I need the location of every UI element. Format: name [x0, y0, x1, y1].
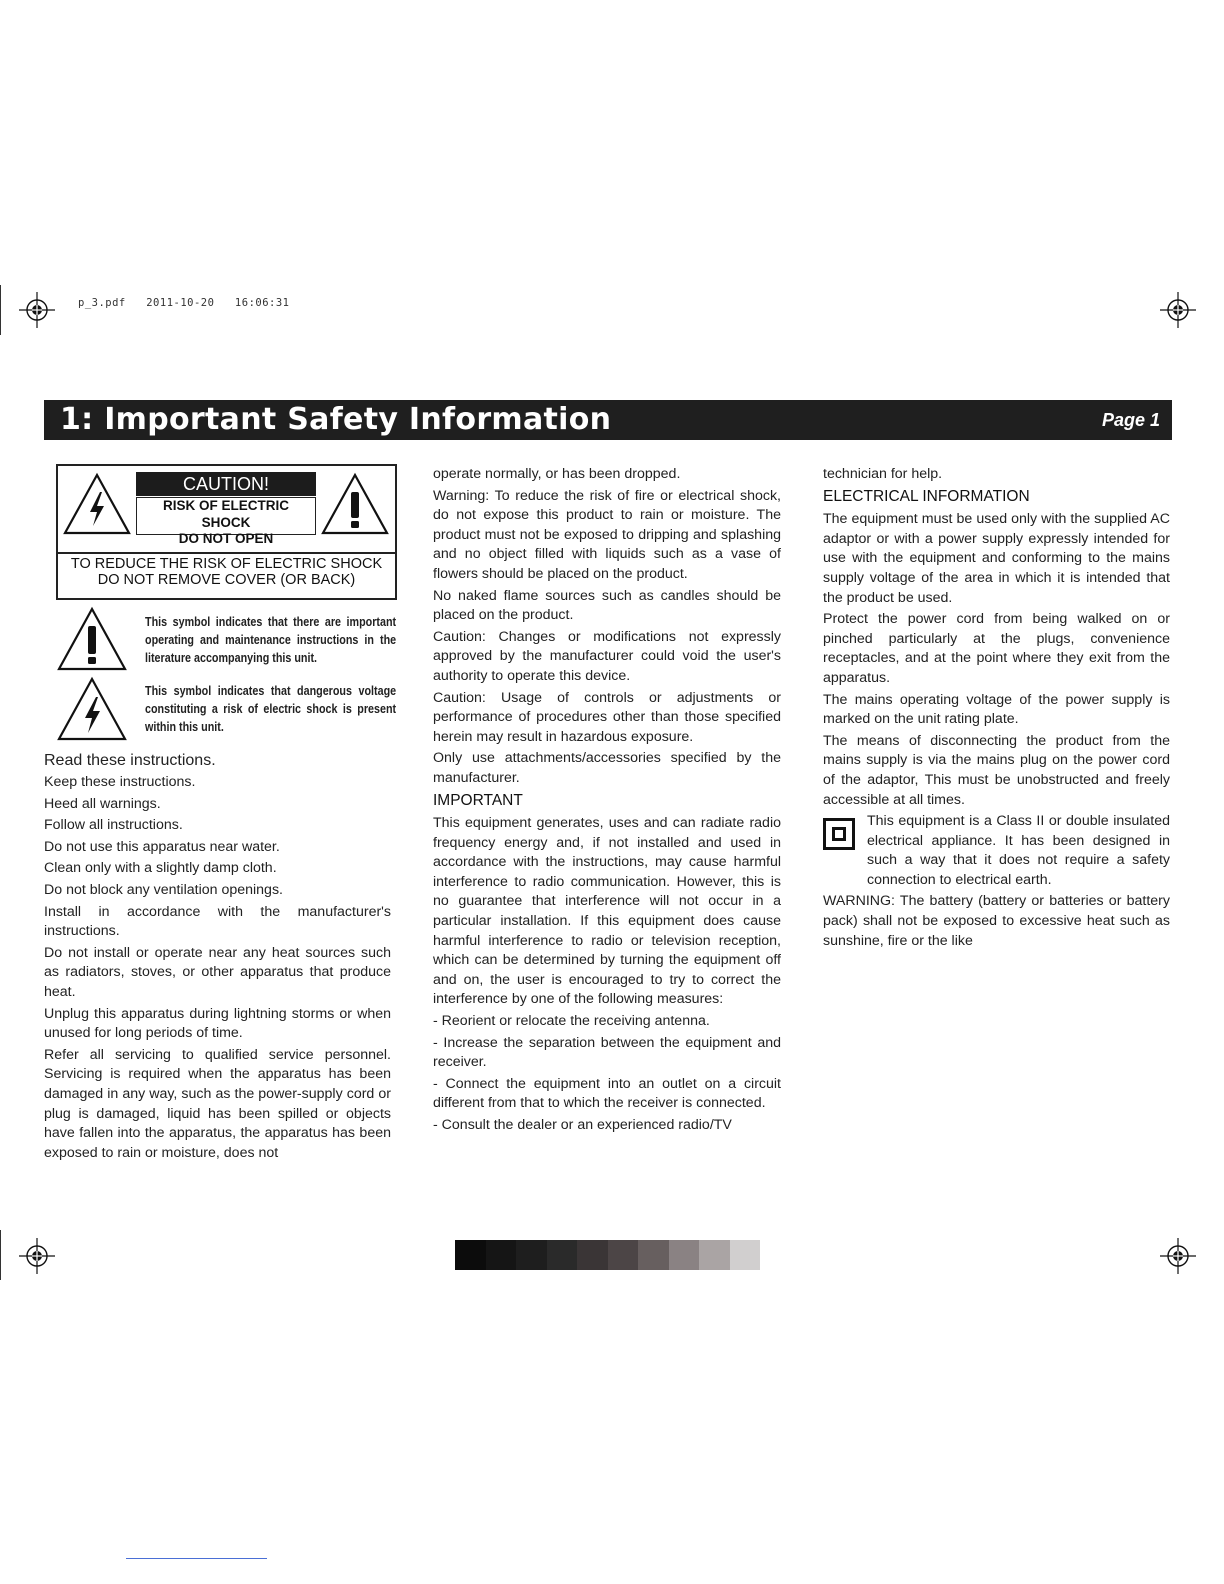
gray-swatch [730, 1240, 761, 1270]
crop-line [0, 285, 1, 335]
gray-swatch [608, 1240, 639, 1270]
bottom-rule [126, 1558, 267, 1559]
gray-swatch [577, 1240, 608, 1270]
voltage-triangle-icon [56, 676, 128, 742]
exclamation-symbol-description: This symbol indicates that there are important operating and maintenance instructions in the literature accompanying this unit. [145, 615, 397, 665]
caution-title: CAUTION! [136, 472, 316, 496]
instruction-item: Do not install or operate near any heat sources such as radiators, stoves, or other apparatus that produce heat. [44, 944, 391, 1000]
instruction-item: Heed all warnings. [44, 795, 161, 812]
gray-swatch [486, 1240, 517, 1270]
gray-swatch [455, 1240, 486, 1270]
instruction-item: Install in accordance with the manufacturer's instructions. [44, 903, 391, 940]
caution-lower [58, 556, 395, 588]
print-meta [78, 297, 290, 309]
class2-text: This equipment is a Class II or double insulated electrical appliance. It has been designed in such a way that it does not require a safety connection to electrical earth. [867, 813, 1170, 888]
paragraph: operate normally, or has been dropped. [433, 466, 681, 482]
caution-lower-line1: TO REDUCE THE RISK OF ELECTRIC SHOCK [70, 556, 383, 572]
gray-swatch [638, 1240, 669, 1270]
paragraph: Warning: To reduce the risk of fire or electrical shock, do not expose this product to rain or moisture. The product must not be exposed to dripping and splashing and no object filled with liquids such as a vase of flowers should be placed on the product. [433, 487, 781, 582]
grayscale-color-bar [455, 1240, 760, 1270]
exclamation-triangle-icon [56, 606, 128, 672]
column-1 [44, 750, 391, 1165]
instruction-item: Keep these instructions. [44, 774, 196, 790]
print-meta-time: 16:06:31 [234, 297, 290, 309]
instruction-item: Do not use this apparatus near water. [44, 838, 280, 855]
paragraph: The equipment must be used only with the supplied AC adaptor or with a power supply expressly intended for use with the equipment and conforming to the mains supply voltage of the area in which it is intended that the product be used. [823, 511, 1170, 606]
battery-warning: WARNING: The battery (battery or batteries or battery pack) shall not be exposed to excessive heat such as sunshine, fire or the like [823, 893, 1170, 949]
class2-double-insulation-icon [823, 818, 855, 850]
class2-notice [823, 812, 1170, 892]
paragraph: No naked flame sources such as candles should be placed on the product. [433, 587, 781, 624]
print-meta-file: p_3.pdf [78, 297, 126, 309]
caution-lower-line2: DO NOT REMOVE COVER (OR BACK) [97, 572, 356, 588]
paragraph: Caution: Changes or modifications not expressly approved by the manufacturer could void the user's authority to operate this device. [433, 628, 781, 684]
paragraph: This equipment generates, uses and can radiate radio frequency energy and, if not installed and used in accordance with the instructions, may cause harmful interference to radio communication. However, this is no guarantee that interference will not occur in a particular installation. If this equipment does cause harmful interference to radio or television reception, which can be determined by turning the equipment off and on, the user is encouraged to try to correct the interference by one of the following measures: [433, 815, 781, 1008]
registration-mark-icon [19, 292, 55, 328]
caution-sub-line1: RISK OF ELECTRIC SHOCK [162, 498, 289, 530]
page-header [44, 400, 1172, 440]
registration-mark-icon [1160, 292, 1196, 328]
paragraph: The means of disconnecting the product from the mains supply is via the mains plug on the power cord of the adaptor, This must be unobstructed and freely accessible at all times. [823, 732, 1170, 808]
caution-label [56, 464, 397, 600]
measure-item: - Connect the equipment into an outlet on a circuit different from that to which the receiver is connected. [433, 1075, 781, 1112]
instruction-item: Refer all servicing to qualified service personnel. Servicing is required when the apparatus has been damaged in any way, such as the power-supply cord or plug is damaged, liquid has been spilled or objects have fallen into the apparatus, the apparatus has been exposed to rain or moisture, does not [44, 1046, 391, 1161]
print-meta-date: 2011-10-20 [146, 297, 215, 309]
caution-upper [58, 466, 395, 554]
measure-item: - Reorient or relocate the receiving antenna. [433, 1013, 710, 1030]
caution-subtitle [136, 497, 316, 546]
important-heading: IMPORTANT [433, 791, 523, 809]
electrical-information-heading: ELECTRICAL INFORMATION [823, 487, 1030, 505]
measure-item: - Consult the dealer or an experienced radio/TV [433, 1117, 732, 1133]
gray-swatch [547, 1240, 578, 1270]
voltage-symbol-description: This symbol indicates that dangerous voltage constituting a risk of electric shock is present within this unit. [145, 684, 397, 734]
instruction-item: Unplug this apparatus during lightning storms or when unused for long periods of time. [44, 1005, 391, 1042]
instruction-item: Clean only with a slightly damp cloth. [44, 860, 277, 877]
paragraph: Protect the power cord from being walked on or pinched particularly at the plugs, convenience receptacles, and at the point where they exit from the apparatus. [823, 611, 1170, 686]
crop-line [0, 1230, 1, 1280]
instruction-read: Read these instructions. [44, 752, 216, 769]
paragraph: Only use attachments/accessories specified by the manufacturer. [433, 750, 781, 786]
registration-mark-icon [19, 1238, 55, 1274]
paragraph: technician for help. [823, 466, 943, 482]
gray-swatch [699, 1240, 730, 1270]
paragraph: The mains operating voltage of the power supply is marked on the unit rating plate. [823, 691, 1170, 728]
page-title: 1: Important Safety Information [60, 402, 612, 437]
gray-swatch [516, 1240, 547, 1270]
gray-swatch [669, 1240, 700, 1270]
paragraph: Caution: Usage of controls or adjustments or performance of procedures other than those specified herein may result in hazardous exposure. [433, 689, 781, 745]
measure-item: - Increase the separation between the equipment and receiver. [433, 1034, 781, 1071]
column-2 [433, 465, 781, 1138]
registration-mark-icon [1160, 1238, 1196, 1274]
electric-shock-warning-icon [62, 472, 132, 536]
instruction-item: Follow all instructions. [44, 817, 183, 834]
page-number: Page 1 [1101, 410, 1160, 430]
caution-sub-line2: DO NOT OPEN [178, 531, 274, 546]
exclamation-warning-icon [320, 472, 390, 536]
column-3 [823, 465, 1170, 953]
instruction-item: Do not block any ventilation openings. [44, 881, 283, 898]
